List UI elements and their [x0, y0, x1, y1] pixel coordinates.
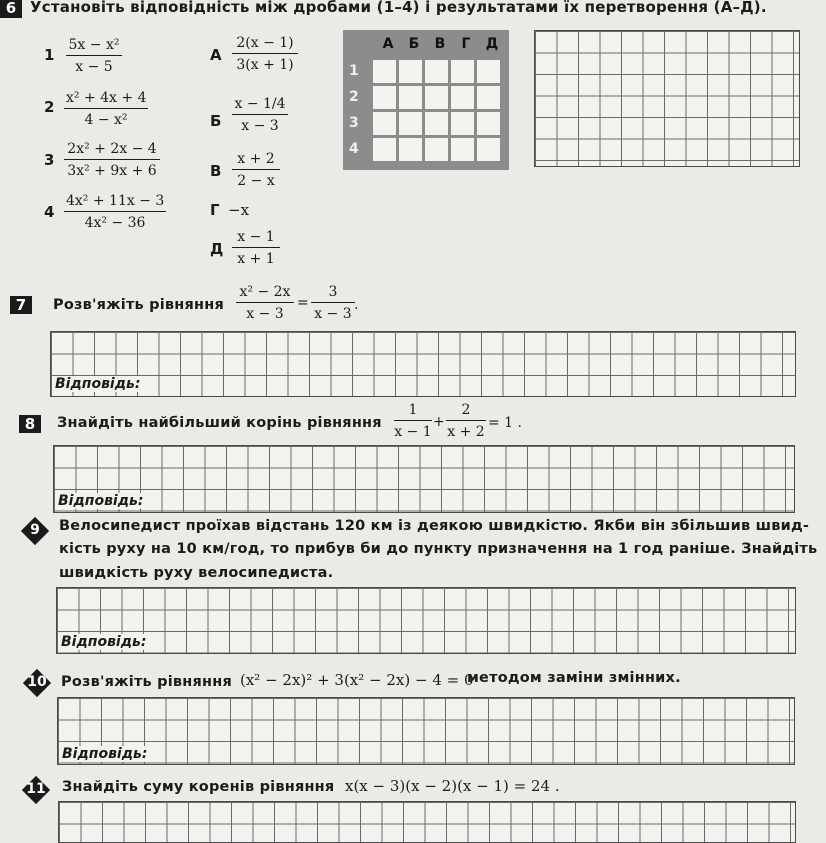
equation-result: = 1 . [488, 415, 522, 431]
answer-grid[interactable] [50, 331, 796, 397]
fraction: $\frac{\text{5x − x²}}{x - 5}$ [66, 37, 122, 75]
item-label: 4 [44, 203, 55, 221]
fraction: $\frac{2(x - 1)}{3(x + 1)}$ [232, 35, 298, 73]
equation: (x² − 2x)² + 3(x² − 2x) − 4 = 0 [240, 671, 474, 689]
answer-cell[interactable] [373, 86, 396, 109]
period: . [354, 297, 359, 313]
item-label: В [210, 162, 222, 180]
task-number: 9 [30, 522, 40, 538]
task-9-line-3: швидкість руху велосипедиста. [59, 565, 334, 581]
fraction: $\frac{x - 1/4}{x - 3}$ [232, 96, 288, 134]
answer-cell[interactable] [451, 138, 474, 161]
item-label: 1 [44, 46, 55, 64]
answer-cell[interactable] [373, 112, 396, 135]
answer-cell[interactable] [425, 112, 448, 135]
answer-label: Відповідь: [59, 746, 150, 762]
task-6-text: Установіть відповідність між дробами (1–4) і результатами їх перетворення (А–Д). [30, 0, 767, 16]
answer-cell[interactable] [399, 138, 422, 161]
task-11-text: Знайдіть суму коренів рівняння [62, 779, 335, 795]
fraction: $\frac{\text{x² − 2x}}{x - 3}$ [236, 284, 294, 322]
item-label: 3 [44, 151, 55, 169]
fraction: $\frac{x - 1}{x + 1}$ [232, 229, 280, 267]
row-header: 4 [349, 141, 359, 157]
item-label: Г [210, 201, 220, 219]
answer-cell[interactable] [477, 86, 500, 109]
task-9-line-2: кість руху на 10 км/год, то прибув би до пункту призначення на 1 год раніше. Знайдіть [59, 541, 818, 557]
answer-grid[interactable] [56, 587, 796, 654]
equals-sign: = [297, 295, 309, 311]
answer-cell[interactable] [451, 86, 474, 109]
answer-cell[interactable] [425, 138, 448, 161]
column-header: Г [461, 36, 471, 52]
answer-cell[interactable] [451, 60, 474, 83]
answer-label: Відповідь: [55, 493, 146, 509]
answer-matching-table [343, 30, 509, 170]
answer-label: Відповідь: [52, 376, 143, 392]
task-9-line-1: Велосипедист проїхав відстань 120 км із деякою швидкістю. Якби він збільшив швид- [59, 518, 810, 534]
row-header: 1 [349, 63, 359, 79]
answer-grid[interactable] [53, 445, 795, 513]
answer-cell[interactable] [399, 60, 422, 83]
answer-cell[interactable] [477, 60, 500, 83]
task-number-badge: 6 [0, 0, 22, 18]
column-header: Д [485, 36, 499, 52]
answer-cell[interactable] [373, 138, 396, 161]
fraction: $\frac{x + 2}{2 - x}$ [232, 151, 280, 189]
scratch-grid[interactable] [534, 30, 800, 167]
item-label: А [210, 46, 222, 64]
fraction: $\frac{\text{2x² + 2x − 4}}{\text{3x² + 9x + 6}}$ [64, 141, 160, 179]
answer-cell[interactable] [399, 112, 422, 135]
answer-cell[interactable] [399, 86, 422, 109]
answer-cell[interactable] [425, 86, 448, 109]
answer-cell[interactable] [451, 112, 474, 135]
task-10-suffix: методом заміни змінних. [467, 670, 681, 686]
fraction: $\frac{\text{4x² + 11x − 3}}{\text{4x² − 36}}$ [66, 193, 165, 231]
item-label: 2 [44, 98, 55, 116]
task-10-text: Розв'яжіть рівняння [61, 674, 232, 690]
plus-sign: + [433, 414, 445, 430]
fraction: $\frac{2}{x + 2}$ [447, 402, 485, 440]
row-header: 2 [349, 89, 359, 105]
item-label: Д [210, 240, 224, 258]
row-header: 3 [349, 115, 359, 131]
fraction: $\frac{3}{x - 3}$ [311, 284, 355, 322]
column-header: А [382, 36, 394, 52]
answer-cell[interactable] [477, 138, 500, 161]
fraction: $\frac{1}{x - 1}$ [394, 402, 432, 440]
answer-label: Відповідь: [58, 634, 149, 650]
task-number-badge: 8 [19, 415, 41, 433]
answer-cell[interactable] [373, 60, 396, 83]
answer-cell[interactable] [477, 112, 500, 135]
task-number-badge: 7 [10, 296, 32, 314]
fraction: $\frac{\text{x² + 4x + 4}}{\text{4 − x²}}$ [66, 90, 147, 128]
item-label: Б [210, 112, 222, 130]
task-7-text: Розв'яжіть рівняння [53, 297, 224, 313]
answer-cell[interactable] [425, 60, 448, 83]
task-8-text: Знайдіть найбільший корінь рівняння [57, 415, 382, 431]
task-number: 11 [26, 781, 46, 797]
column-header: В [434, 36, 446, 52]
answer-grid[interactable] [57, 697, 795, 765]
expression: −x [228, 201, 250, 219]
answer-grid[interactable] [58, 801, 796, 843]
column-header: Б [408, 36, 420, 52]
task-number: 10 [27, 674, 47, 690]
equation: x(x − 3)(x − 2)(x − 1) = 24 . [345, 777, 560, 795]
